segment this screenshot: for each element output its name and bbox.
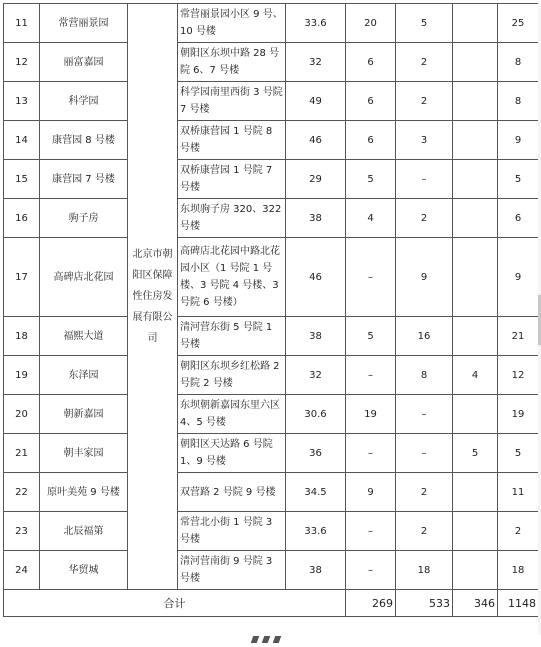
row-total-cell: 21 [498,317,539,356]
count-3-cell [453,160,498,199]
row-number-cell: 19 [4,356,40,395]
table-row [4,434,539,473]
row-number-cell: 15 [4,160,40,199]
count-3-cell [453,199,498,238]
row-total-cell: 25 [498,4,539,43]
count-3-cell [453,473,498,512]
owner-company-cell: 北京市朝阳区保障性住房发展有限公司 [128,4,178,590]
row-total-cell: 5 [498,434,539,473]
address-cell: 双营路 2 号院 9 号楼 [178,473,286,512]
address-cell: 朝阳区天达路 6 号院 1、9 号楼 [178,434,286,473]
table-row [4,43,539,82]
project-name-cell: 驹子房 [40,199,128,238]
project-name-cell: 原叶美苑 9 号楼 [40,473,128,512]
row-number-cell: 16 [4,199,40,238]
project-name-cell: 康营园 7 号楼 [40,160,128,199]
row-total-cell: 18 [498,551,539,590]
count-3-cell [453,512,498,551]
count-2-cell: 2 [396,82,453,121]
grand-total-cell: 1148 [498,590,539,617]
project-name-cell: 康营园 8 号楼 [40,121,128,160]
table-row [4,238,539,317]
area-cell: 49 [286,82,346,121]
count-1-cell: – [346,238,396,317]
count-1-cell: – [346,512,396,551]
row-total-cell: 8 [498,43,539,82]
row-total-cell: 2 [498,512,539,551]
area-cell: 34.5 [286,473,346,512]
count-2-cell: 2 [396,43,453,82]
count-1-cell: 9 [346,473,396,512]
address-cell: 东坝驹子房 320、322 号楼 [178,199,286,238]
row-number-cell: 11 [4,4,40,43]
count-1-cell: – [346,551,396,590]
table-row [4,317,539,356]
row-total-cell: 9 [498,238,539,317]
count-1-cell: 19 [346,395,396,434]
table-row [4,473,539,512]
count-3-cell [453,82,498,121]
area-cell: 38 [286,317,346,356]
count-2-cell: 9 [396,238,453,317]
count-2-cell: 3 [396,121,453,160]
area-cell: 32 [286,43,346,82]
count-3-cell: 5 [453,434,498,473]
project-name-cell: 朝丰家园 [40,434,128,473]
project-name-cell: 朝新嘉园 [40,395,128,434]
row-number-cell: 20 [4,395,40,434]
area-cell: 46 [286,121,346,160]
address-cell: 常营丽景园小区 9 号、10 号楼 [178,4,286,43]
totals-count-2-cell: 533 [396,590,453,617]
area-cell: 32 [286,356,346,395]
row-number-cell: 14 [4,121,40,160]
project-name-cell: 常营丽景园 [40,4,128,43]
table-row [4,551,539,590]
count-1-cell: 6 [346,43,396,82]
page-break-marks [252,628,292,635]
count-1-cell: – [346,356,396,395]
area-cell: 30.6 [286,395,346,434]
count-3-cell [453,43,498,82]
count-3-cell: 4 [453,356,498,395]
address-cell: 朝阳区东坝中路 28 号院 6、7 号楼 [178,43,286,82]
address-cell: 高碑店北花园中路北花园小区（1 号院 1 号楼、3 号院 4 号楼、3 号院 6 号楼） [178,238,286,317]
area-cell: 38 [286,551,346,590]
row-number-cell: 23 [4,512,40,551]
count-2-cell: – [396,434,453,473]
project-name-cell: 科学园 [40,82,128,121]
area-cell: 36 [286,434,346,473]
address-cell: 常营北小街 1 号院 3 号楼 [178,512,286,551]
address-cell: 清河营东街 5 号院 1 号楼 [178,317,286,356]
count-2-cell: 2 [396,199,453,238]
address-cell: 东坝朝新嘉园东里六区 4、5 号楼 [178,395,286,434]
count-1-cell: 20 [346,4,396,43]
address-cell: 双桥康营园 1 号院 8 号楼 [178,121,286,160]
count-3-cell [453,238,498,317]
area-cell: 46 [286,238,346,317]
row-number-cell: 22 [4,473,40,512]
totals-count-1-cell: 269 [346,590,396,617]
row-number-cell: 17 [4,238,40,317]
table-body [4,4,539,617]
table-row [4,199,539,238]
address-cell: 清河营南街 9 号院 3 号楼 [178,551,286,590]
row-total-cell: 12 [498,356,539,395]
area-cell: 33.6 [286,4,346,43]
row-number-cell: 12 [4,43,40,82]
count-1-cell: 4 [346,199,396,238]
totals-count-3-cell: 346 [453,590,498,617]
count-2-cell: 2 [396,473,453,512]
totals-row [4,590,539,617]
area-cell: 29 [286,160,346,199]
count-3-cell [453,395,498,434]
count-3-cell [453,121,498,160]
count-1-cell: 6 [346,82,396,121]
count-2-cell: 18 [396,551,453,590]
project-name-cell: 丽富嘉园 [40,43,128,82]
project-name-cell: 华贸城 [40,551,128,590]
count-3-cell [453,317,498,356]
count-1-cell: 5 [346,317,396,356]
count-3-cell [453,551,498,590]
totals-label-cell: 合计 [4,590,346,617]
row-total-cell: 19 [498,395,539,434]
table-row [4,512,539,551]
table-row [4,395,539,434]
table-row [4,121,539,160]
housing-table [3,3,539,617]
project-name-cell: 北辰福第 [40,512,128,551]
count-1-cell: – [346,434,396,473]
count-2-cell: – [396,395,453,434]
table-row [4,160,539,199]
row-number-cell: 21 [4,434,40,473]
row-total-cell: 8 [498,82,539,121]
address-cell: 双桥康营园 1 号院 7 号楼 [178,160,286,199]
table-row [4,356,539,395]
count-2-cell: 5 [396,4,453,43]
project-name-cell: 东泽园 [40,356,128,395]
count-1-cell: 5 [346,160,396,199]
count-2-cell: – [396,160,453,199]
row-number-cell: 24 [4,551,40,590]
row-total-cell: 11 [498,473,539,512]
count-3-cell [453,4,498,43]
area-cell: 33.6 [286,512,346,551]
row-number-cell: 18 [4,317,40,356]
count-1-cell: 6 [346,121,396,160]
project-name-cell: 高碑店北花园 [40,238,128,317]
row-total-cell: 6 [498,199,539,238]
count-2-cell: 16 [396,317,453,356]
address-cell: 科学园南里西街 3 号院 7 号楼 [178,82,286,121]
row-total-cell: 9 [498,121,539,160]
address-cell: 朝阳区东坝乡红松路 2 号院 2 号楼 [178,356,286,395]
count-2-cell: 8 [396,356,453,395]
table-row [4,4,539,43]
project-name-cell: 福熙大道 [40,317,128,356]
row-number-cell: 13 [4,82,40,121]
row-total-cell: 5 [498,160,539,199]
area-cell: 38 [286,199,346,238]
table-row [4,82,539,121]
count-2-cell: 2 [396,512,453,551]
